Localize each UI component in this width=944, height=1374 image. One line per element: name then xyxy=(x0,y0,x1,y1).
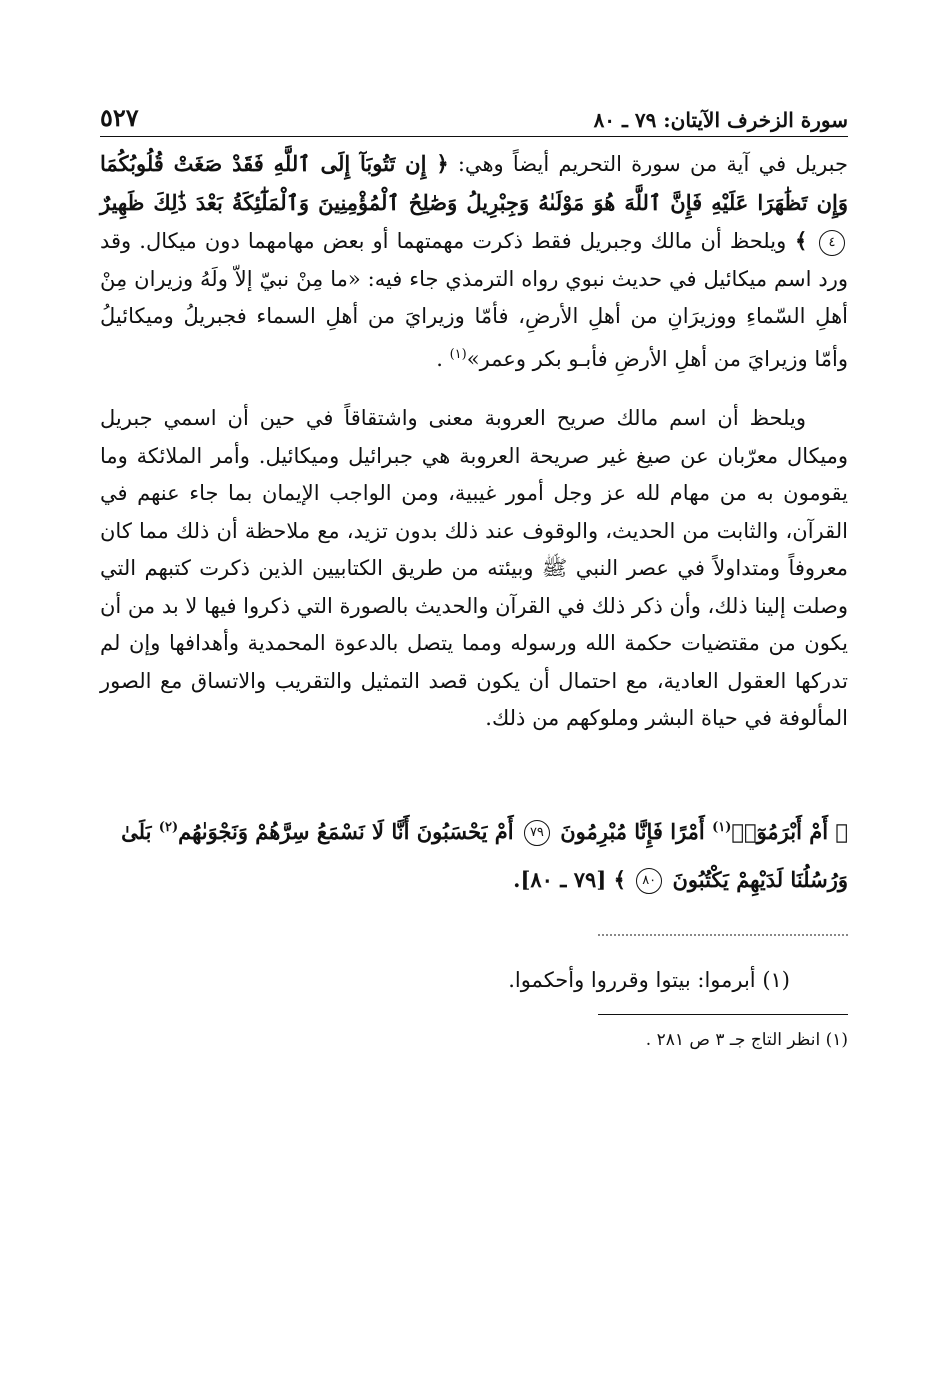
verse-text: إِن تَتُوبَآ إِلَى ٱللَّهِ فَقَدْ صَغَتْ قُلُوبُكُمَا وَإِن تَظَٰهَرَا عَلَيْهِ فَإِنَّ ٱللَّهَ هُوَ مَوْلَىٰهُ وَجِبْرِيلُ وَصَٰلِحُ ٱلْمُؤْمِنِينَ وَٱلْمَلَٰٓئِكَةُ بَعْدَ ذَٰلِكَ ظَهِيرٌ xyxy=(100,151,848,215)
page-header xyxy=(100,92,848,137)
paragraph-commentary xyxy=(100,145,848,378)
footnote-divider xyxy=(598,1014,848,1015)
intro-text: جبريل في آية من سورة التحريم أيضاً وهي: xyxy=(457,152,849,176)
verse-range: [٧٩ ـ ٨٠]. xyxy=(513,866,607,892)
page-number: ٥٢٧ xyxy=(100,103,139,132)
running-title: سورة الزخرف الآيتان: ٧٩ ـ ٨٠ xyxy=(593,108,848,132)
verse-number-marker: ٤ xyxy=(819,230,845,256)
verse-part-3: أَمْ يَحْسَبُونَ أَنَّا لَا نَسْمَعُ سِرَّهُمْ وَنَجْوَىٰهُم xyxy=(178,818,514,844)
word-gloss: (١) أبرموا: بيتوا وقرروا وأحكموا. xyxy=(508,967,790,992)
verse-part-2: أَمْرًا فَإِنَّا مُبْرِمُونَ xyxy=(560,818,705,844)
hadith-quote: «ما مِنْ نبيّ إلاّ ولَهُ وزيران مِنْ أهلِ السّماءِ ووزيرَانِ من أهلِ الأرضِ، فأمّا وزيرايَ من أهلِ السماء فجبريلُ وميكائيلُ وأمّا وزيرايَ من أهلِ الأرضِ فأبـو بكر وعمر» xyxy=(100,266,848,371)
verse-close-bracket: ﴾ xyxy=(794,228,808,253)
dotted-separator xyxy=(598,934,848,936)
footnote: (١) انظر التاج جـ ٣ ص ٢٨١ . xyxy=(645,1029,848,1050)
verse-number-79: ٧٩ xyxy=(524,820,550,846)
footnote-reference: (١) xyxy=(449,346,467,362)
verse-open-bracket: ﴿ xyxy=(436,151,449,176)
verse-part-4: بَلَىٰ وَرُسُلُنَا لَدَيْهِمْ يَكْتُبُونَ xyxy=(121,818,848,892)
paragraph-end: . xyxy=(436,346,443,371)
verse-part-1: أَمْ أَبْرَمُوٓا۟ xyxy=(731,818,829,844)
verse-close-bracket: ﴾ xyxy=(613,866,626,892)
verse-number-80: ٨٠ xyxy=(636,868,662,894)
book-page xyxy=(100,92,848,1055)
gloss-reference-1: (١) xyxy=(712,819,732,835)
commentary-text: ويلحظ أن مالك وجبريل فقط ذكرت مهمتهما أو بعض مهامهما دون ميكال. وقد ورد اسم ميكائيل في حديث نبوي رواه الترمذي جاء فيه: xyxy=(100,229,848,291)
verse-open-bracket: ﴿ xyxy=(835,818,848,844)
gloss-reference-2: (٢) xyxy=(158,819,179,835)
paragraph-discussion: ويلحظ أن اسم مالك صريح العروبة معنى واشتقاقاً في حين أن اسمي جبريل وميكال معرّبان عن صيغ غير صريحة العروبة هي جبرائيل وميكائيل. وأمر الملائكة وما يقومون به من مهام لله عز وجل أمور غيبية، ومن الواجب الإيمان بما جاء عنهم في القرآن، والثابت من الحديث، والوقوف عند ذلك بدون تزيد، مع ملاحظة أن ذلك مما كان معروفاً ومتداولاً في عصر النبي ﷺ وبيئته من طريق الكتابيين الذين ذكرت كتبهم التي وصلت إلينا ذلك، وأن ذكر ذلك في القرآن والحديث بالصورة التي ذكروا فيها لا بد من أن يكون من مقتضيات حكمة الله ورسوله ومما يتصل بالدعوة المحمدية وأهدافها وإن لم تدركها العقول العادية، مع احتمال أن يكون قصد التمثيل والتقريب والاتساق مع الصور المألوفة في حياة البشر وملوكهم من ذلك. xyxy=(100,406,848,730)
quran-verses-block xyxy=(100,804,848,904)
